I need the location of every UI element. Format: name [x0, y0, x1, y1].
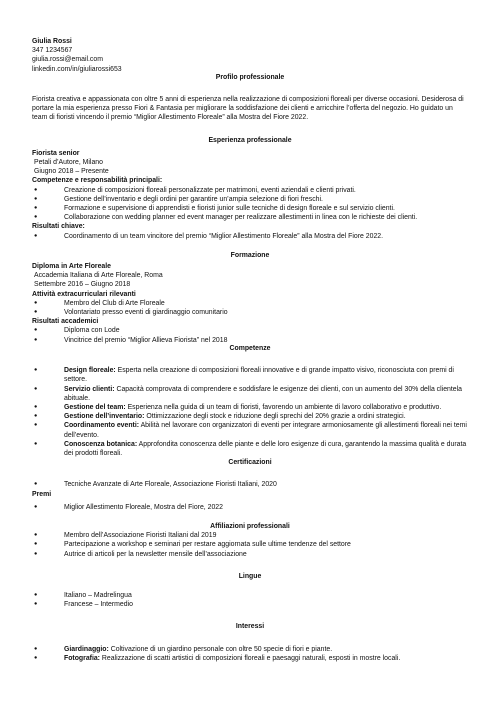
skill-label: Coordinamento eventi: [64, 422, 140, 430]
list-item: ● Formazione e supervisione di apprendisti e fioristi junior sulle tecniche di design floreale e sul servizio clienti. [32, 204, 468, 213]
list-item: ● Tecniche Avanzate di Arte Floreale, Associazione Fioristi Italiani, 2020 [32, 480, 468, 489]
section-title-languages: Lingue [238, 572, 262, 580]
list-item: ● Coordinamento di un team vincitore del premio “Miglior Allestimento Floreale” alla Mostra del Fiore 2022. [32, 232, 468, 241]
skill-text: Approfondita conoscenza delle piante e delle loro esigenze di cura, garantendo la massima qualità e durata dei prodotti floreali. [64, 440, 467, 457]
list-item: ● Gestione dell’inventario e degli ordini per garantire un’ampia selezione di fiori freschi. [32, 195, 468, 204]
phone-number: 347 1234567 [32, 47, 73, 55]
key-results-list [32, 232, 468, 241]
awards-heading: Premi [32, 490, 52, 498]
interests-list [32, 645, 468, 663]
list-item: ● Vincitrice del premio “Miglior Allieva Fiorista” nel 2018 [32, 336, 468, 345]
responsibilities-list [32, 186, 468, 223]
academic-results-list [32, 326, 468, 344]
candidate-name: Giulia Rossi [32, 38, 72, 45]
list-item: ● Italiano – Madrelingua [32, 591, 468, 600]
linkedin-url[interactable]: linkedin.com/in/giuliarossi653 [32, 65, 122, 73]
list-item: ● Diploma con Lode [32, 326, 468, 335]
contact-header [32, 37, 468, 74]
list-item [32, 366, 468, 384]
skill-text: Ottimizzazione degli stock e riduzione degli sprechi del 20% grazie a ordini strategici. [144, 413, 406, 421]
list-item: ● Collaborazione con wedding planner ed event manager per realizzare allestimenti in linea con le richieste dei clienti. [32, 213, 468, 222]
responsibilities-heading: Competenze e responsabilità principali: [32, 177, 163, 185]
degree-title: Diploma in Arte Floreale [32, 263, 112, 271]
certifications-list [32, 480, 468, 489]
interest-text: Coltivazione di un giardino personale con oltre 50 specie di fiori e piante. [108, 645, 333, 653]
list-item: ● Membro del Club di Arte Floreale [32, 299, 468, 308]
section-title-certifications: Certificazioni [228, 459, 272, 467]
list-item: ● Francese – Intermedio [32, 600, 468, 609]
list-item [32, 440, 468, 458]
section-title-experience: Esperienza professionale [208, 136, 292, 144]
skill-text: Capacità comprovata di comprendere e soddisfare le esigenze dei clienti, con un aumento del 30% della clientela abituale. [64, 385, 462, 402]
skill-label: Gestione dell’inventario: [64, 413, 145, 421]
profile-summary: Fiorista creativa e appassionata con oltre 5 anni di esperienza nella realizzazione di composizioni floreali per diverse occasioni. Desiderosa di portare la mia esperienza presso Fiori & Fantasia per migliorare la soddisfazione dei clienti e arricchire l’offerta del negozio. Ho guidato un team di fioristi vincendo il premio “Miglior Allestimento Floreale” alla Mostra del Fiore 2022. [32, 96, 464, 122]
section-title-skills: Competenze [229, 344, 271, 352]
section-title-profile: Profilo professionale [215, 73, 285, 81]
job-role: Fiorista senior [32, 149, 80, 157]
interest-text: Realizzazione di scatti artistici di composizioni floreali e paesaggi naturali, esposti in mostre locali. [99, 654, 401, 662]
email-address[interactable]: giulia.rossi@email.com [32, 56, 103, 64]
list-item: ● Creazione di composizioni floreali personalizzate per matrimoni, eventi aziendali e clienti privati. [32, 186, 468, 195]
section-title-interests: Interessi [235, 623, 265, 631]
activities-heading: Attività extracurriculari rilevanti [32, 290, 136, 298]
skill-label: Gestione del team: [64, 403, 126, 411]
academic-results-heading: Risultati accademici [32, 318, 99, 326]
languages-list [32, 591, 468, 609]
interest-label: Fotografia: [64, 654, 100, 662]
skill-label: Design floreale: [64, 367, 116, 375]
section-title-education: Formazione [230, 251, 270, 259]
skill-label: Conoscenza botanica: [64, 440, 138, 448]
list-item [32, 654, 468, 663]
section-title-affiliations: Affiliazioni professionali [210, 522, 290, 530]
job-company: Petali d’Autore, Milano [34, 159, 103, 167]
skill-text: Esperta nella creazione di composizioni floreali innovative e di grande impatto visivo, riconosciuta con premi di settore. [64, 367, 454, 384]
skill-text: Abilità nel lavorare con organizzatori di eventi per integrare armoniosamente gli allestimenti floreali nei temi dell’evento. [64, 422, 467, 439]
affiliations-list [32, 531, 468, 559]
skill-text: Esperienza nella guida di un team di fioristi, favorendo un ambiente di lavoro collaborativo e produttivo. [125, 403, 442, 411]
list-item: ● Partecipazione a workshop e seminari per restare aggiornata sulle ultime tendenze del settore [32, 540, 468, 549]
school-name: Accademia Italiana di Arte Floreale, Roma [34, 272, 163, 280]
job-dates: Giugno 2018 – Presente [34, 168, 109, 176]
skill-label: Servizio clienti: [64, 385, 115, 393]
list-item [32, 385, 468, 403]
list-item: ● Miglior Allestimento Floreale, Mostra del Fiore, 2022 [32, 503, 468, 512]
activities-list [32, 299, 468, 317]
list-item [32, 645, 468, 654]
list-item [32, 421, 468, 439]
list-item: ● Volontariato presso eventi di giardinaggio comunitario [32, 308, 468, 317]
key-results-heading: Risultati chiave: [32, 223, 85, 231]
skills-list [32, 366, 468, 458]
interest-label: Giardinaggio: [64, 645, 109, 653]
list-item: ● Autrice di articoli per la newsletter mensile dell’associazione [32, 550, 468, 559]
education-dates: Settembre 2016 – Giugno 2018 [34, 281, 131, 289]
list-item [32, 403, 468, 412]
awards-list [32, 503, 468, 512]
list-item [32, 412, 468, 421]
list-item: ● Membro dell’Associazione Fioristi Italiani dal 2019 [32, 531, 468, 540]
